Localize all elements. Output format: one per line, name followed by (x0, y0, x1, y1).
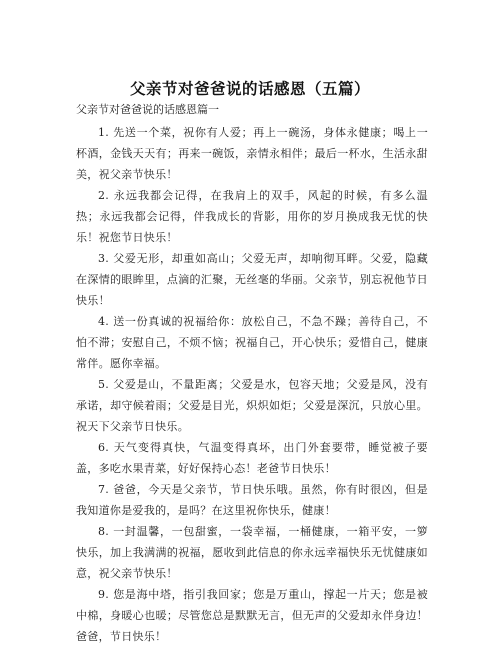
list-item: 9. 您是海中塔，指引我回家；您是万重山，撑起一片天；您是被中棉，身暖心也暖；尽管您总是默默无言，但无声的父爱却永伴身边！爸爸，节日快乐！ (76, 588, 428, 643)
list-item: 4. 送一份真诚的祝福给你：放松自己，不急不躁；善待自己，不怕不滞；安慰自己，不烦不恼；祝福自己，开心快乐；爱惜自己，健康常伴。愿你幸福。 (76, 315, 428, 370)
list-item: 7. 爸爸，今天是父亲节，节日快乐哦。虽然，你有时很凶，但是我知道你是爱我的，是吗？在这里祝你快乐，健康！ (76, 483, 428, 517)
list-item: 3. 父爱无形，却重如高山；父爱无声，却响彻耳畔。父爱，隐藏在深情的眼眸里，点滴的汇聚，无丝毫的华丽。父亲节，别忘祝他节日快乐！ (76, 252, 428, 307)
list-item: 8. 一封温馨，一包甜蜜，一袋幸福，一桶健康，一箱平安，一箩快乐，加上我满满的祝福，愿收到此信息的你永远幸福快乐无忧健康如意，祝父亲节快乐！ (76, 525, 428, 580)
list-item: 6. 天气变得真快，气温变得真坏，出门外套要带，睡觉被子要盖，多吃水果青菜，好好保持心态！老爸节日快乐！ (76, 441, 428, 475)
item-list (76, 122, 428, 647)
section-heading: 父亲节对爸爸说的话感恩篇一 (76, 103, 219, 116)
document-title: 父亲节对爸爸说的话感恩（五篇） (129, 80, 370, 98)
list-item: 2. 永远我都会记得，在我肩上的双手，风起的时候，有多么温热；永远我都会记得，伴我成长的背影，用你的岁月换成我无忧的快乐！祝您节日快乐！ (76, 189, 428, 244)
list-item: 5. 父爱是山，不量距离；父爱是水，包容天地；父爱是风，没有承诺，却守候着雨；父爱是目光，炽炽如炬；父爱是深沉，只放心里。祝天下父亲节日快乐。 (76, 378, 428, 433)
list-item: 1. 先送一个菜，祝你有人爱；再上一碗汤，身体永健康；喝上一杯酒，金钱天天有；再来一碗饭，亲情永相伴；最后一杯水，生活永甜美，祝父亲节快乐！ (76, 126, 428, 181)
